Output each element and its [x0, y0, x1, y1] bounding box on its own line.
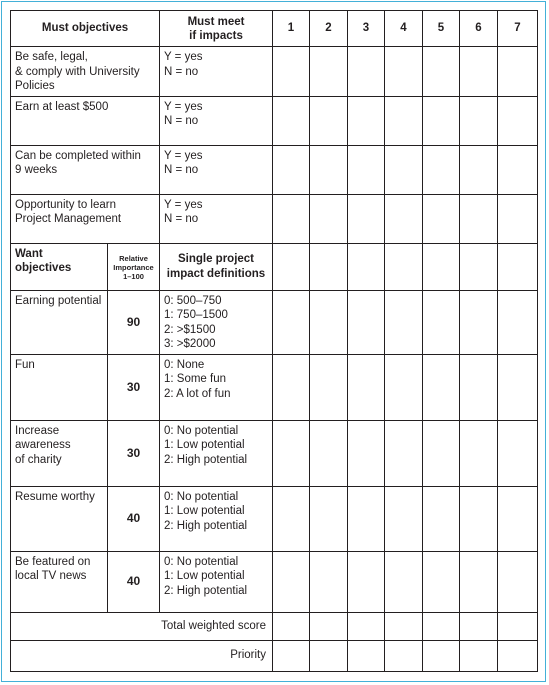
want-objective-cell [11, 420, 108, 486]
score-cell-2 [310, 47, 348, 97]
score-cell-5 [423, 47, 460, 97]
score-cell-6 [460, 47, 498, 97]
want-header-text: Want [15, 247, 43, 260]
want-objective-text: of charity [15, 453, 62, 466]
must-objective-cell [11, 47, 160, 97]
score-cell-7 [498, 290, 538, 354]
impact-text: Y = yes [164, 51, 203, 63]
must-meet-line1: Must meet [187, 15, 245, 28]
priority-row [11, 640, 538, 671]
score-cell-1 [273, 145, 310, 194]
must-impact-cell [160, 194, 273, 243]
want-row [11, 420, 538, 486]
must-objective-text: Can be completed within [15, 149, 141, 162]
definition-text: 0: 500–750 [164, 294, 222, 307]
score-cell-3 [348, 243, 385, 290]
score-cell-6 [460, 420, 498, 486]
score-cell-5 [423, 640, 460, 671]
score-cell-5 [423, 243, 460, 290]
must-objective-text: Project Management [15, 213, 122, 225]
impact-definitions-header [160, 243, 273, 290]
priority-row-label: Priority [11, 640, 273, 671]
want-objective-text: Increase [15, 424, 60, 437]
definition-text: 0: No potential [164, 555, 239, 568]
must-objective-text: Be safe, legal, [15, 51, 88, 63]
score-cell-6 [460, 612, 498, 640]
score-cell-7 [498, 96, 538, 145]
must-meet-line2: if impacts [189, 29, 243, 42]
must-meet-header [160, 11, 273, 47]
score-cell-1 [273, 551, 310, 612]
want-row [11, 290, 538, 354]
project-header-6: 6 [460, 11, 498, 47]
total-weighted-score-row-label: Total weighted score [11, 612, 273, 640]
score-cell-7 [498, 194, 538, 243]
total-weighted-score-row [11, 612, 538, 640]
want-row [11, 354, 538, 420]
impact-definitions-cell [160, 354, 273, 420]
project-header-7: 7 [498, 11, 538, 47]
impact-text: Y = yes [164, 100, 203, 113]
score-cell-2 [310, 145, 348, 194]
definition-text: 0: No potential [164, 490, 239, 503]
want-objective-cell [11, 290, 108, 354]
score-cell-5 [423, 145, 460, 194]
score-cell-2 [310, 194, 348, 243]
score-cell-3 [348, 145, 385, 194]
want-objective-text: Be featured on [15, 555, 91, 568]
must-row [11, 145, 538, 194]
impact-definitions-cell [160, 551, 273, 612]
want-objective-text: Resume worthy [15, 490, 95, 503]
must-row [11, 96, 538, 145]
score-cell-4 [385, 420, 423, 486]
project-header-4: 4 [385, 11, 423, 47]
score-cell-1 [273, 96, 310, 145]
score-cell-4 [385, 354, 423, 420]
must-objective-cell [11, 145, 160, 194]
score-cell-2 [310, 96, 348, 145]
definition-text: 2: High potential [164, 453, 248, 466]
impact-text: N = no [164, 115, 199, 127]
impact-text: Y = yes [164, 198, 203, 211]
score-cell-2 [310, 420, 348, 486]
score-cell-3 [348, 354, 385, 420]
want-header-text: objectives [15, 262, 72, 274]
score-cell-6 [460, 243, 498, 290]
score-cell-6 [460, 354, 498, 420]
score-cell-2 [310, 486, 348, 551]
relative-importance-text: Relative [119, 254, 148, 263]
must-impact-cell [160, 96, 273, 145]
header-row [11, 11, 538, 47]
score-cell-5 [423, 354, 460, 420]
score-cell-7 [498, 420, 538, 486]
want-header-row [11, 243, 538, 290]
want-objective-text: Earning potential [15, 294, 102, 307]
score-cell-2 [310, 640, 348, 671]
want-objective-cell [11, 551, 108, 612]
score-cell-7 [498, 243, 538, 290]
score-cell-2 [310, 290, 348, 354]
impact-definitions-cell [160, 290, 273, 354]
score-cell-7 [498, 145, 538, 194]
definition-text: 1: Low potential [164, 570, 245, 582]
must-objective-text: Policies [15, 80, 55, 92]
score-cell-3 [348, 47, 385, 97]
score-cell-1 [273, 486, 310, 551]
definition-text: 2: >$1500 [164, 323, 216, 336]
definition-text: 0: None [164, 358, 205, 371]
impact-definitions-text: impact definitions [166, 267, 266, 280]
score-cell-5 [423, 290, 460, 354]
score-cell-4 [385, 47, 423, 97]
definition-text: 2: High potential [164, 584, 248, 597]
must-row [11, 47, 538, 97]
score-cell-3 [348, 420, 385, 486]
score-cell-4 [385, 194, 423, 243]
want-objective-cell [11, 354, 108, 420]
must-row [11, 194, 538, 243]
score-cell-1 [273, 640, 310, 671]
want-objective-text: awareness [15, 439, 71, 451]
score-cell-4 [385, 145, 423, 194]
relative-weight-cell: 90 [108, 290, 160, 354]
score-cell-3 [348, 640, 385, 671]
score-cell-4 [385, 551, 423, 612]
must-objective-cell [11, 96, 160, 145]
score-cell-1 [273, 612, 310, 640]
want-objective-text: local TV news [15, 570, 87, 582]
score-cell-3 [348, 486, 385, 551]
must-objective-text: 9 weeks [15, 164, 58, 176]
score-cell-7 [498, 612, 538, 640]
score-cell-7 [498, 354, 538, 420]
want-objective-text: Fun [15, 358, 35, 371]
score-cell-2 [310, 354, 348, 420]
definition-text: 1: Low potential [164, 439, 245, 451]
score-cell-4 [385, 612, 423, 640]
score-cell-6 [460, 194, 498, 243]
project-header-3: 3 [348, 11, 385, 47]
project-header-2: 2 [310, 11, 348, 47]
score-cell-5 [423, 96, 460, 145]
want-objectives-header [11, 243, 108, 290]
score-cell-6 [460, 290, 498, 354]
score-cell-3 [348, 551, 385, 612]
impact-definitions-cell [160, 486, 273, 551]
score-cell-3 [348, 612, 385, 640]
score-cell-2 [310, 243, 348, 290]
definition-text: 1: 750–1500 [164, 309, 228, 321]
project-screening-matrix [10, 10, 538, 672]
score-cell-1 [273, 420, 310, 486]
score-cell-2 [310, 551, 348, 612]
score-cell-5 [423, 194, 460, 243]
want-row [11, 486, 538, 551]
score-cell-7 [498, 640, 538, 671]
impact-definitions-text: Single project [177, 253, 255, 265]
score-cell-1 [273, 290, 310, 354]
score-cell-4 [385, 290, 423, 354]
must-impact-cell [160, 47, 273, 97]
must-objective-text: Earn at least $500 [15, 100, 109, 113]
definition-text: 0: No potential [164, 424, 239, 437]
score-cell-5 [423, 420, 460, 486]
score-cell-7 [498, 551, 538, 612]
impact-text: N = no [164, 65, 199, 78]
score-cell-3 [348, 194, 385, 243]
definition-text: 2: A lot of fun [164, 387, 231, 400]
score-cell-4 [385, 640, 423, 671]
must-objective-text: Opportunity to learn [15, 198, 117, 211]
score-cell-2 [310, 612, 348, 640]
score-cell-6 [460, 551, 498, 612]
relative-importance-text: 1–100 [123, 272, 144, 281]
definition-text: 1: Some fun [164, 373, 227, 385]
must-objective-text: & comply with University [15, 65, 140, 78]
relative-importance-text: Importance [113, 263, 154, 272]
score-cell-1 [273, 47, 310, 97]
score-cell-6 [460, 640, 498, 671]
definition-text: 1: Low potential [164, 505, 245, 517]
score-cell-6 [460, 486, 498, 551]
score-cell-7 [498, 47, 538, 97]
score-cell-4 [385, 486, 423, 551]
relative-weight-cell: 40 [108, 486, 160, 551]
score-cell-7 [498, 486, 538, 551]
score-cell-6 [460, 96, 498, 145]
score-cell-5 [423, 551, 460, 612]
want-row [11, 551, 538, 612]
must-objectives-header: Must objectives [11, 11, 160, 47]
score-cell-1 [273, 243, 310, 290]
definition-text: 3: >$2000 [164, 338, 216, 350]
project-header-5: 5 [423, 11, 460, 47]
impact-text: N = no [164, 164, 199, 176]
must-objective-cell [11, 194, 160, 243]
score-cell-5 [423, 612, 460, 640]
score-cell-3 [348, 290, 385, 354]
want-objective-cell [11, 486, 108, 551]
impact-text: Y = yes [164, 149, 203, 162]
score-cell-4 [385, 243, 423, 290]
score-cell-5 [423, 486, 460, 551]
definition-text: 2: High potential [164, 519, 248, 532]
score-cell-3 [348, 96, 385, 145]
impact-definitions-cell [160, 420, 273, 486]
relative-importance-header [108, 243, 160, 290]
score-cell-1 [273, 354, 310, 420]
relative-weight-cell: 30 [108, 420, 160, 486]
score-cell-1 [273, 194, 310, 243]
impact-text: N = no [164, 213, 199, 225]
score-cell-6 [460, 145, 498, 194]
relative-weight-cell: 40 [108, 551, 160, 612]
relative-weight-cell: 30 [108, 354, 160, 420]
score-cell-4 [385, 96, 423, 145]
must-impact-cell [160, 145, 273, 194]
project-header-1: 1 [273, 11, 310, 47]
